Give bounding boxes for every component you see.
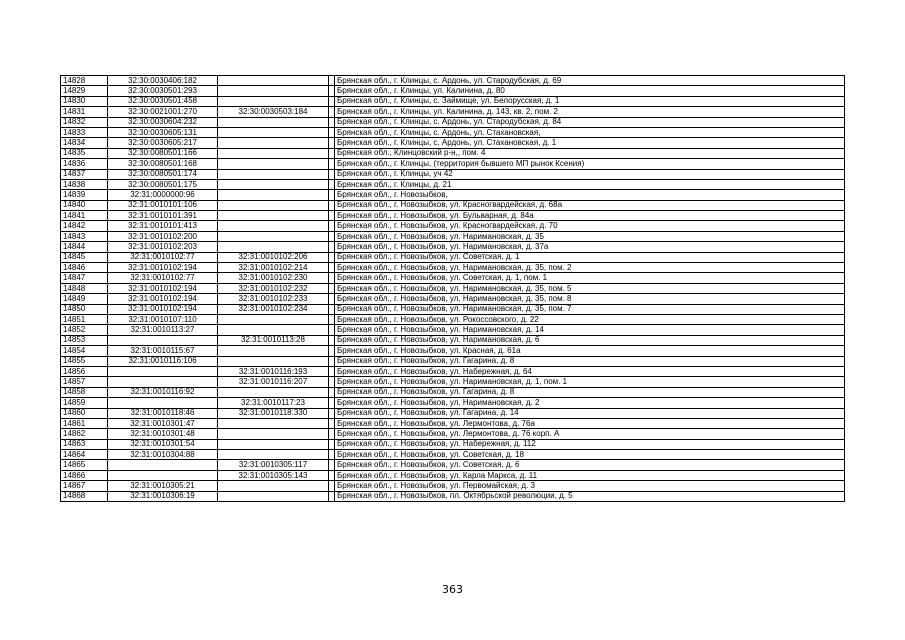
- table-row: [61, 211, 845, 221]
- row-number-cell: 14866: [61, 470, 108, 480]
- table-row: [61, 304, 845, 314]
- linked-cadastral-number-cell: 32:31:0010102:233: [218, 294, 329, 304]
- table-row: [61, 398, 845, 408]
- table-row: [61, 200, 845, 210]
- cadastral-number-cell: 32:30:0080501:175: [108, 179, 218, 189]
- linked-cadastral-number-cell: [218, 169, 329, 179]
- row-number-cell: 14850: [61, 304, 108, 314]
- linked-cadastral-number-cell: [218, 356, 329, 366]
- row-number-cell: 14853: [61, 335, 108, 345]
- linked-cadastral-number-cell: 32:31:0010117:23: [218, 398, 329, 408]
- table-row: [61, 86, 845, 96]
- row-number-cell: 14838: [61, 179, 108, 189]
- table-row: [61, 221, 845, 231]
- row-number-cell: 14855: [61, 356, 108, 366]
- linked-cadastral-number-cell: 32:31:0010116:207: [218, 377, 329, 387]
- row-number-cell: 14868: [61, 491, 108, 501]
- cadastral-number-cell: [108, 460, 218, 470]
- address-cell: Брянская обл., г. Новозыбков, ул. Набережная, д. 64: [335, 366, 845, 376]
- cadastral-number-cell: [108, 377, 218, 387]
- row-number-cell: 14854: [61, 346, 108, 356]
- cadastral-number-cell: 32:31:0010107:110: [108, 314, 218, 324]
- table-row: [61, 117, 845, 127]
- linked-cadastral-number-cell: 32:31:0010102:214: [218, 263, 329, 273]
- linked-cadastral-number-cell: [218, 76, 329, 86]
- cadastral-number-cell: 32:30:0030501:293: [108, 86, 218, 96]
- address-cell: Брянская обл., г. Клинцы, (территория бывшего МП рынок Ксения): [335, 159, 845, 169]
- row-number-cell: 14845: [61, 252, 108, 262]
- linked-cadastral-number-cell: 32:30:0030503:184: [218, 107, 329, 117]
- cadastral-number-cell: [108, 470, 218, 480]
- cadastral-number-cell: 32:31:0010102:194: [108, 283, 218, 293]
- table-row: [61, 107, 845, 117]
- address-cell: Брянская обл., г. Новозыбков, ул. Бульварная, д. 84а: [335, 211, 845, 221]
- table-row: [61, 179, 845, 189]
- linked-cadastral-number-cell: [218, 138, 329, 148]
- row-number-cell: 14842: [61, 221, 108, 231]
- linked-cadastral-number-cell: [218, 221, 329, 231]
- row-number-cell: 14847: [61, 273, 108, 283]
- address-cell: Брянская обл., г. Новозыбков, ул. Красногвардейская, д. 70: [335, 221, 845, 231]
- address-cell: Брянская обл., г. Новозыбков, ул. Советская, д. 1, пом. 1: [335, 273, 845, 283]
- address-cell: Брянская обл., г. Новозыбков, ул. Набережная, д. 112: [335, 439, 845, 449]
- row-number-cell: 14862: [61, 429, 108, 439]
- address-cell: Брянская обл., г. Новозыбков, ул. Наримановская, д. 35: [335, 231, 845, 241]
- cadastral-number-cell: 32:31:0010118:46: [108, 408, 218, 418]
- cadastral-number-cell: 32:31:0010102:194: [108, 294, 218, 304]
- table-row: [61, 242, 845, 252]
- table-row: [61, 450, 845, 460]
- row-number-cell: 14839: [61, 190, 108, 200]
- row-number-cell: 14844: [61, 242, 108, 252]
- cadastral-number-cell: 32:30:0030501:458: [108, 96, 218, 106]
- row-number-cell: 14832: [61, 117, 108, 127]
- address-cell: Брянская обл., г. Новозыбков, ул. Советская, д. 1: [335, 252, 845, 262]
- address-cell: Брянская обл., г. Новозыбков, ул. Наримановская, д. 35, пом. 5: [335, 283, 845, 293]
- cadastral-number-cell: 32:31:0000000:96: [108, 190, 218, 200]
- table-row: [61, 169, 845, 179]
- address-cell: Брянская обл., г. Клинцы, с. Займище, ул. Белорусская, д. 1: [335, 96, 845, 106]
- registry-table: [60, 75, 845, 502]
- cadastral-number-cell: 32:31:0010115:67: [108, 346, 218, 356]
- address-cell: Брянская обл., г. Новозыбков, ул. Наримановская, д. 35, пом. 8: [335, 294, 845, 304]
- table-row: [61, 335, 845, 345]
- address-cell: Брянская обл., г. Новозыбков, ул. Гагарина, д. 8: [335, 356, 845, 366]
- address-cell: Брянская обл., г. Новозыбков, ул. Лермонтова, д. 76а: [335, 418, 845, 428]
- row-number-cell: 14833: [61, 127, 108, 137]
- table-row: [61, 76, 845, 86]
- row-number-cell: 14840: [61, 200, 108, 210]
- linked-cadastral-number-cell: [218, 159, 329, 169]
- table-row: [61, 346, 845, 356]
- cadastral-number-cell: 32:31:0010113:27: [108, 325, 218, 335]
- linked-cadastral-number-cell: [218, 127, 329, 137]
- linked-cadastral-number-cell: [218, 231, 329, 241]
- address-cell: Брянская обл., г. Клинцы, с. Ардонь, ул. Стародубская, д. 84: [335, 117, 845, 127]
- table-row: [61, 366, 845, 376]
- table-row: [61, 138, 845, 148]
- table-row: [61, 470, 845, 480]
- cadastral-number-cell: 32:30:0021001:270: [108, 107, 218, 117]
- cadastral-number-cell: 32:31:0010305:21: [108, 481, 218, 491]
- row-number-cell: 14831: [61, 107, 108, 117]
- address-cell: Брянская обл., г. Новозыбков, ул. Наримановская, д. 14: [335, 325, 845, 335]
- cadastral-number-cell: 32:31:0010101:106: [108, 200, 218, 210]
- table-row: [61, 491, 845, 501]
- row-number-cell: 14864: [61, 450, 108, 460]
- linked-cadastral-number-cell: 32:31:0010113:28: [218, 335, 329, 345]
- linked-cadastral-number-cell: [218, 346, 329, 356]
- linked-cadastral-number-cell: [218, 86, 329, 96]
- address-cell: Брянская обл., г. Новозыбков, ул. Наримановская, д. 37а: [335, 242, 845, 252]
- address-cell: Брянская обл., Клинцовский р-н,, пом. 4: [335, 148, 845, 158]
- row-number-cell: 14830: [61, 96, 108, 106]
- table-row: [61, 283, 845, 293]
- linked-cadastral-number-cell: [218, 325, 329, 335]
- cadastral-number-cell: 32:31:0010301:47: [108, 418, 218, 428]
- cadastral-number-cell: 32:31:0010304:88: [108, 450, 218, 460]
- cadastral-number-cell: 32:31:0010102:194: [108, 263, 218, 273]
- table-row: [61, 273, 845, 283]
- cadastral-number-cell: 32:31:0010101:391: [108, 211, 218, 221]
- row-number-cell: 14851: [61, 314, 108, 324]
- table-row: [61, 127, 845, 137]
- cadastral-number-cell: [108, 366, 218, 376]
- linked-cadastral-number-cell: 32:31:0010102:206: [218, 252, 329, 262]
- linked-cadastral-number-cell: 32:31:0010102:230: [218, 273, 329, 283]
- cadastral-number-cell: 32:31:0010116:92: [108, 387, 218, 397]
- address-cell: Брянская обл., г. Новозыбков, ул. Наримановская, д. 1, пом. 1: [335, 377, 845, 387]
- address-cell: Брянская обл., г. Клинцы, ул. Калинина, д. 143, кв. 2, пом. 2: [335, 107, 845, 117]
- table-row: [61, 252, 845, 262]
- address-cell: Брянская обл., г. Клинцы, с. Ардонь, ул. Стародубская, д. 69: [335, 76, 845, 86]
- row-number-cell: 14829: [61, 86, 108, 96]
- linked-cadastral-number-cell: [218, 418, 329, 428]
- cadastral-number-cell: 32:30:0030406:182: [108, 76, 218, 86]
- linked-cadastral-number-cell: [218, 96, 329, 106]
- row-number-cell: 14860: [61, 408, 108, 418]
- linked-cadastral-number-cell: 32:31:0010305:143: [218, 470, 329, 480]
- table-row: [61, 408, 845, 418]
- address-cell: Брянская обл., г. Новозыбков, ул. Наримановская, д. 35, пом. 2: [335, 263, 845, 273]
- registry-table-body: [61, 76, 845, 502]
- cadastral-number-cell: 32:31:0010306:19: [108, 491, 218, 501]
- address-cell: Брянская обл., г. Новозыбков, ул. Советская, д. 18: [335, 450, 845, 460]
- linked-cadastral-number-cell: [218, 211, 329, 221]
- table-row: [61, 481, 845, 491]
- row-number-cell: 14858: [61, 387, 108, 397]
- row-number-cell: 14849: [61, 294, 108, 304]
- row-number-cell: 14863: [61, 439, 108, 449]
- cadastral-number-cell: 32:30:0030605:217: [108, 138, 218, 148]
- row-number-cell: 14867: [61, 481, 108, 491]
- cadastral-number-cell: [108, 335, 218, 345]
- row-number-cell: 14835: [61, 148, 108, 158]
- table-row: [61, 387, 845, 397]
- address-cell: Брянская обл., г. Новозыбков, ул. Красногвардейская, д. 68а: [335, 200, 845, 210]
- linked-cadastral-number-cell: [218, 439, 329, 449]
- cadastral-number-cell: 32:30:0030605:131: [108, 127, 218, 137]
- row-number-cell: 14865: [61, 460, 108, 470]
- linked-cadastral-number-cell: [218, 450, 329, 460]
- linked-cadastral-number-cell: [218, 242, 329, 252]
- linked-cadastral-number-cell: [218, 314, 329, 324]
- row-number-cell: 14836: [61, 159, 108, 169]
- table-row: [61, 377, 845, 387]
- row-number-cell: 14848: [61, 283, 108, 293]
- address-cell: Брянская обл., г. Новозыбков, ул. Рокоссовского, д. 22: [335, 314, 845, 324]
- address-cell: Брянская обл., г. Новозыбков, ул. Лермонтова, д. 76 корп. А: [335, 429, 845, 439]
- row-number-cell: 14861: [61, 418, 108, 428]
- linked-cadastral-number-cell: [218, 200, 329, 210]
- address-cell: Брянская обл., г. Новозыбков, ул. Первомайская, д. 3: [335, 481, 845, 491]
- table-row: [61, 96, 845, 106]
- table-row: [61, 460, 845, 470]
- linked-cadastral-number-cell: 32:31:0010305:117: [218, 460, 329, 470]
- linked-cadastral-number-cell: [218, 491, 329, 501]
- address-cell: Брянская обл., г. Новозыбков, ул. Красная, д. 61а: [335, 346, 845, 356]
- address-cell: Брянская обл., г. Клинцы, уч 42: [335, 169, 845, 179]
- linked-cadastral-number-cell: 32:31:0010102:232: [218, 283, 329, 293]
- linked-cadastral-number-cell: 32:31:0010102:234: [218, 304, 329, 314]
- row-number-cell: 14828: [61, 76, 108, 86]
- address-cell: Брянская обл., г. Новозыбков, ул. Советская, д. 6: [335, 460, 845, 470]
- linked-cadastral-number-cell: [218, 179, 329, 189]
- linked-cadastral-number-cell: [218, 429, 329, 439]
- table-row: [61, 263, 845, 273]
- table-row: [61, 294, 845, 304]
- table-row: [61, 314, 845, 324]
- table-row: [61, 325, 845, 335]
- cadastral-number-cell: 32:31:0010102:77: [108, 252, 218, 262]
- cadastral-number-cell: 32:31:0010301:48: [108, 429, 218, 439]
- cadastral-number-cell: 32:31:0010102:203: [108, 242, 218, 252]
- page-number: 363: [442, 583, 463, 596]
- cadastral-number-cell: [108, 398, 218, 408]
- table-row: [61, 148, 845, 158]
- cadastral-number-cell: 32:30:0080501:174: [108, 169, 218, 179]
- address-cell: Брянская обл., г. Новозыбков, ул. Гагарина, д. 8: [335, 387, 845, 397]
- linked-cadastral-number-cell: [218, 481, 329, 491]
- table-row: [61, 231, 845, 241]
- linked-cadastral-number-cell: [218, 117, 329, 127]
- cadastral-number-cell: 32:31:0010116:106: [108, 356, 218, 366]
- cadastral-number-cell: 32:31:0010102:200: [108, 231, 218, 241]
- address-cell: Брянская обл., г. Новозыбков,: [335, 190, 845, 200]
- table-row: [61, 429, 845, 439]
- row-number-cell: 14859: [61, 398, 108, 408]
- row-number-cell: 14857: [61, 377, 108, 387]
- cadastral-number-cell: 32:31:0010102:77: [108, 273, 218, 283]
- table-row: [61, 356, 845, 366]
- address-cell: Брянская обл., г. Клинцы, с. Ардонь, ул. Стахановская,: [335, 127, 845, 137]
- row-number-cell: 14837: [61, 169, 108, 179]
- cadastral-number-cell: 32:31:0010301:54: [108, 439, 218, 449]
- address-cell: Брянская обл., г. Новозыбков, ул. Наримановская, д. 2: [335, 398, 845, 408]
- address-cell: Брянская обл., г. Клинцы, ул. Калинина, д. 80: [335, 86, 845, 96]
- address-cell: Брянская обл., г. Клинцы, с. Ардонь, ул. Стахановская, д. 1: [335, 138, 845, 148]
- address-cell: Брянская обл., г. Новозыбков, ул. Наримановская, д. 35, пом. 7: [335, 304, 845, 314]
- row-number-cell: 14841: [61, 211, 108, 221]
- cadastral-number-cell: 32:30:0080501:166: [108, 148, 218, 158]
- table-row: [61, 159, 845, 169]
- cadastral-number-cell: 32:30:0030604:232: [108, 117, 218, 127]
- address-cell: Брянская обл., г. Новозыбков, ул. Гагарина, д. 14: [335, 408, 845, 418]
- table-row: [61, 439, 845, 449]
- cadastral-number-cell: 32:30:0080501:168: [108, 159, 218, 169]
- address-cell: Брянская обл., г. Клинцы, д. 21: [335, 179, 845, 189]
- row-number-cell: 14852: [61, 325, 108, 335]
- linked-cadastral-number-cell: [218, 190, 329, 200]
- linked-cadastral-number-cell: 32:31:0010118:330: [218, 408, 329, 418]
- cadastral-number-cell: 32:31:0010101:413: [108, 221, 218, 231]
- table-row: [61, 190, 845, 200]
- row-number-cell: 14843: [61, 231, 108, 241]
- address-cell: Брянская обл., г. Новозыбков, ул. Наримановская, д. 6: [335, 335, 845, 345]
- row-number-cell: 14856: [61, 366, 108, 376]
- cadastral-number-cell: 32:31:0010102:194: [108, 304, 218, 314]
- address-cell: Брянская обл., г. Новозыбков, ул. Карла Маркса, д. 11: [335, 470, 845, 480]
- table-row: [61, 418, 845, 428]
- linked-cadastral-number-cell: [218, 387, 329, 397]
- address-cell: Брянская обл., г. Новозыбков, пл. Октябрьской революции, д. 5: [335, 491, 845, 501]
- row-number-cell: 14846: [61, 263, 108, 273]
- row-number-cell: 14834: [61, 138, 108, 148]
- linked-cadastral-number-cell: [218, 148, 329, 158]
- linked-cadastral-number-cell: 32:31:0010116:193: [218, 366, 329, 376]
